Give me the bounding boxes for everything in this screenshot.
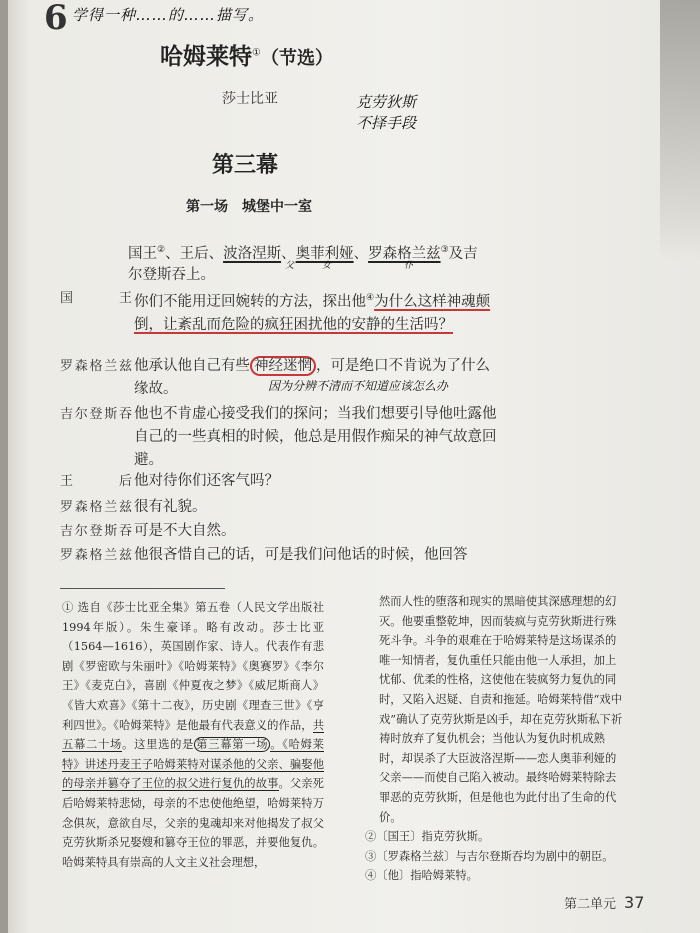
- dialogue-line: [60, 403, 500, 472]
- edge-shadow: [660, 0, 700, 260]
- cast-sep: 、: [281, 245, 296, 262]
- cast-ophelia: 奥菲利娅: [295, 245, 354, 262]
- speaker: 吉尔登斯吞: [60, 524, 132, 539]
- unit-label: 第二单元: [564, 897, 617, 912]
- underlined-note: 。《哈姆莱特》讲述丹麦王子哈姆莱特对谋杀他的父亲、骗娶他的母亲并篡夺了王位的叔父进行复仇的故事: [62, 738, 324, 791]
- footnote-1-continued: 然而人性的堕落和现实的黑暗使其深感理想的幻灭。他要重整乾坤，因而装疯与克劳狄斯进行殊死斗争。斗争的艰难在于哈姆莱特是这场谋杀的唯一知情者，复仇重任只能由他一人承担，加上忧郁、优柔的性格，这使他在装疯努力复仇的同时，又陷入迟疑、自责和拖延。哈姆莱特借“戏中戏”确认了克劳狄斯是凶手，却在克劳狄斯私下祈祷时放弃了复仇机会；当他认为复仇时机成熟时，却误杀了大臣波洛涅斯——恋人奥菲利娅的父亲——而使自己陷入被动。最终哈姆莱特除去罪恶的克劳狄斯，但是他也为此付出了生命的代价。: [379, 595, 623, 824]
- page-title: [160, 38, 333, 71]
- speech: 他对待你们还客气吗？: [134, 473, 279, 489]
- footnotes-right: [365, 592, 627, 886]
- speech-text: 你们不能用迂回婉转的方法，探出他: [134, 293, 366, 310]
- handwritten-mark: 仆: [404, 261, 414, 271]
- page-number: 37: [624, 893, 645, 912]
- scene-heading: 第一场 城堡中一室: [186, 199, 312, 215]
- title-note-mark: ①: [252, 47, 261, 59]
- dialogue-line: [60, 470, 500, 493]
- act-heading: 第三幕: [212, 152, 279, 178]
- speaker: 吉尔登斯吞: [60, 407, 132, 422]
- speech-text: 他承认他自己有些: [134, 358, 250, 374]
- speech-text: ，可是绝口不肯说为了什么缘故。: [134, 358, 490, 397]
- handwritten-note-top: 学得一种……的……描写。: [72, 6, 265, 24]
- note-mark: ③: [440, 245, 449, 255]
- highlighted-speech: 让紊乱而危险的疯狂困扰他的安静的生活吗？: [163, 316, 453, 333]
- speaker: 罗森格兰兹: [60, 548, 132, 563]
- footnote-1: [62, 598, 324, 872]
- note-mark: ②: [157, 245, 166, 255]
- footnote-text: 。父亲死后哈姆莱特悲恸，母亲的不忠使他绝望，哈姆莱特万念俱灰，意欲自尽，父亲的鬼魂却来对他揭发了叔父克劳狄斯杀兄娶嫂和篡夺王位的罪恶，并要他复仇。哈姆莱特具有崇高的人文主义社会理想，: [62, 777, 324, 869]
- cast-text: 及吉尔登斯吞上。: [128, 245, 478, 283]
- footnote-text: ① 选自《莎士比亚全集》第五卷（人民文学出版社1994年版）。朱生豪译。略有改动。莎士比亚（1564—1616），英国剧作家、诗人。代表作有悲剧《罗密欧与朱丽叶》《哈姆莱特》《奥赛罗》《李尔王》《麦克白》，喜剧《仲夏夜之梦》《威尼斯商人》《皆大欢喜》《第十二夜》，历史剧《理查三世》《亨利四世》。《哈姆莱特》是他最有代表意义的作品，: [62, 601, 324, 732]
- footnote-4: ④〔他〕指哈姆莱特。: [365, 869, 478, 883]
- lesson-number: 6: [44, 0, 68, 38]
- note-mark: ④: [366, 293, 375, 303]
- dialogue-line: [60, 544, 500, 567]
- handwritten-author-note: [356, 92, 416, 134]
- book-spine: [0, 0, 8, 933]
- speech: 他也不肯虚心接受我们的探问；当我们想要引导他吐露他自己的一些真相的时候，他总是用假作痴呆的神气故意回避。: [134, 406, 497, 468]
- speech: [134, 287, 500, 337]
- title-subtitle: （节选）: [260, 48, 333, 69]
- cast-text: 、王后、: [165, 245, 224, 262]
- speech: 可是不大自然。: [134, 523, 236, 539]
- circled-phrase: 神经迷惘: [250, 356, 316, 376]
- cast-sep: 、: [353, 245, 369, 262]
- footnote-divider: [60, 588, 225, 589]
- circled-note: 第三幕第一场: [196, 738, 269, 752]
- footnote-2: ②〔国王〕指克劳狄斯。: [365, 830, 490, 844]
- cast-rosencrantz: 罗森格兰兹: [368, 245, 441, 262]
- cast-king: 国王: [128, 245, 157, 262]
- handwritten-margin-note: 因为分辨不清而不知道应该怎么办: [268, 379, 449, 393]
- dialogue-line: [60, 287, 500, 337]
- speaker: 罗森格兰兹: [60, 500, 132, 515]
- author: 莎士比亚: [222, 91, 278, 107]
- handwritten-mark: 父: [285, 261, 295, 271]
- underlined-note: 共五幕二十场: [62, 718, 324, 752]
- title-main: 哈姆莱特: [160, 44, 252, 70]
- cast-polonius: 波洛涅斯: [223, 245, 282, 262]
- cast-direction: [128, 240, 488, 286]
- handwritten-line-1: 克劳狄斯: [356, 93, 417, 111]
- page-footer: [564, 893, 644, 912]
- speech: 他很吝惜自己的话，可是我们问他话的时候，他回答: [134, 547, 468, 563]
- speech: 很有礼貌。: [134, 499, 207, 515]
- speaker: 国王: [60, 291, 132, 306]
- footnote-3: ③〔罗森格兰兹〕与吉尔登斯吞均为剧中的朝臣。: [365, 849, 614, 863]
- highlighted-speech: 为什么这样神魂颠倒，: [134, 293, 491, 333]
- handwritten-mark: 女: [322, 261, 332, 271]
- handwritten-line-2: 不择手段: [356, 114, 417, 132]
- speaker: 王后: [60, 474, 132, 489]
- speaker: 罗森格兰兹: [60, 359, 132, 374]
- dialogue-line: [60, 496, 500, 519]
- dialogue-line: [60, 520, 500, 543]
- footnote-text: 。这里选的是: [122, 738, 195, 752]
